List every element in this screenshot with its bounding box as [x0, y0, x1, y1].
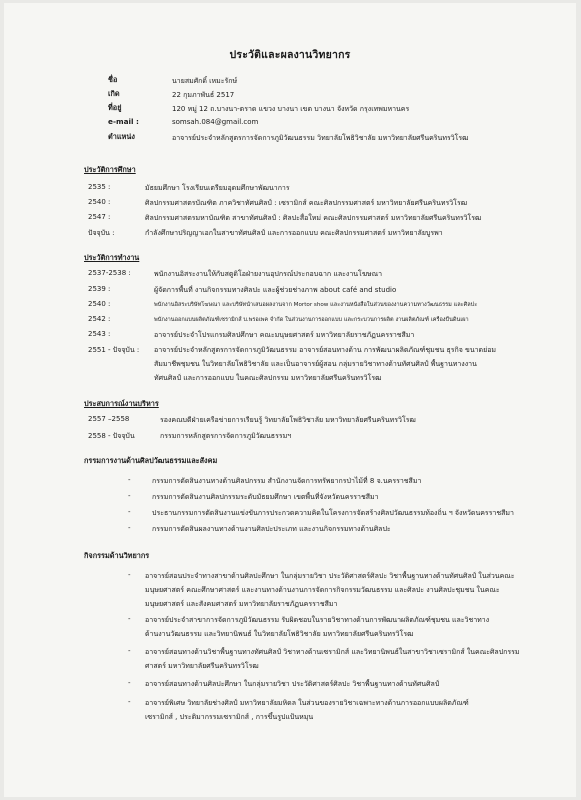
- section-heading: กิจกรรมด้านวิทยากร: [84, 551, 150, 560]
- committee-item: ประธานกรรมการตัดสินงานแข่งขันการประกวดความคิดในโครงการจัดสร้างศิลปวัฒนธรรมท้องถิ่น ฯ จังหวัดนครราชสีมา: [152, 509, 514, 517]
- profile-label: เกิด: [108, 89, 120, 98]
- education-year: 2535 :: [88, 183, 111, 191]
- profile-value: นายสมศักดิ์ เหมะรักษ์: [172, 77, 238, 85]
- committee-item: กรรมการตัดสินงานศิลปกรรมระดับมัธยมศึกษา เขตพื้นที่จังหวัดนครราชสีมา: [152, 493, 379, 501]
- bullet-dash: -: [128, 647, 131, 655]
- education-year: 2547 :: [88, 213, 111, 221]
- document-page: [4, 3, 576, 797]
- work-text: ทัศนศิลป์ และการออกแบบ ในคณะศิลปกรรม มหาวิทยาลัยศรีนครินทรวิโรฒ: [154, 374, 382, 382]
- profile-value: 22 กุมภาพันธ์ 2517: [172, 91, 235, 99]
- admin-text: กรรมการหลักสูตรการจัดการภูมิวัฒนธรรมฯ: [160, 432, 292, 440]
- work-year: 2537-2538 :: [88, 269, 131, 277]
- section-heading: ประวัติการทำงาน: [84, 253, 140, 262]
- work-year: 2540 :: [88, 300, 111, 308]
- admin-year: 2558 - ปัจจุบัน: [88, 432, 135, 440]
- speaker-text: เซรามิกส์ , ประติมากรรมเซรามิกส์ , การขึ้นรูปแป้นหมุน: [145, 713, 314, 721]
- speaker-text: อาจารย์สอนประจำทางสาขาด้านศิลปะศึกษา ในกลุ่มรายวิชา ประวัติศาสตร์ศิลปะ วิชาพื้นฐานทางด้านทัศนศิลป์ ในส่วนคณะ: [145, 572, 515, 580]
- speaker-text: อาจารย์สอนทางด้านศิลปะศึกษา ในกลุ่มรายวิชา ประวัติศาสตร์ศิลปะ วิชาพื้นฐานทางด้านทัศนศิลป์: [145, 680, 440, 688]
- speaker-text: มนุษยศาสตร์ คณะศึกษาศาสตร์ และงานทางด้านงานการจัดการกิจกรรมวัฒนธรรม และศิลปะ งานศิลปะชุมชน ในคณะ: [145, 586, 500, 594]
- speaker-text: ด้านงานวัฒนธรรม และวิทยานิพนธ์ ในวิทยาลัยโพธิวิชาลัย มหาวิทยาลัยศรีนครินทรวิโรฒ: [145, 630, 414, 638]
- profile-label: ชื่อ: [108, 75, 118, 84]
- education-text: ศิลปกรรมศาสตรมหาบัณฑิต สาขาทัศนศิลป์ : ศิลปะสื่อใหม่ คณะศิลปกรรมศาสตร์ มหาวิทยาลัยศรีนครินทรวิโรฒ: [145, 214, 482, 222]
- work-year: 2543 :: [88, 330, 111, 338]
- bullet-dash: -: [128, 571, 131, 579]
- admin-text: รองคณบดีฝ่ายเครือข่ายการเรียนรู้ วิทยาลัยโพธิวิชาลัย มหาวิทยาลัยศรีนครินทรวิโรฒ: [160, 416, 416, 424]
- work-text: พนักงานอิสระงานให้กับสตูดิโอฝ่ายงานอุปกรณ์ประกอบฉาก และงานโฆษณา: [154, 270, 383, 278]
- section-heading: ประสบการณ์งานบริหาร: [84, 399, 159, 408]
- work-year: 2542 :: [88, 315, 111, 323]
- admin-year: 2557 –2558: [88, 415, 130, 423]
- profile-value: somsah.084@gmail.com: [172, 118, 259, 126]
- education-text: ศิลปกรรมศาสตรบัณฑิต ภาควิชาทัศนศิลป์ : เซรามิกส์ คณะศิลปกรรมศาสตร์ มหาวิทยาลัยศรีนครินทรวิโรฒ: [145, 199, 468, 207]
- work-text: สัมมาชีพชุมชน ในวิทยาลัยโพธิวิชาลัย และเป็นอาจารย์ผู้สอน กลุ่มรายวิชาทางด้านทัศนศิลป์ พื้นฐานทางงาน: [154, 360, 477, 368]
- work-text: พนักงานอิสระบริษัทโฆษณา และบริษัทนำเสนอผลงานจาก Mortor show และงานหนังสือในส่วนของงานความทางวัฒนธรรม และศิลปะ: [154, 302, 478, 308]
- profile-label: e-mail :: [108, 117, 139, 126]
- bullet-dash: -: [128, 615, 131, 623]
- work-year: 2551 - ปัจจุบัน :: [88, 346, 140, 354]
- work-text: ผู้จัดการพื้นที่ งานกิจกรรมทางศิลปะ และผู้ช่วยช่างภาพ about café and studio: [154, 286, 397, 294]
- speaker-text: มนุษยศาสตร์ และสังคมศาสตร์ มหาวิทยาลัยราชภัฏนครราชสีมา: [145, 600, 338, 608]
- bullet-dash: -: [128, 508, 131, 516]
- education-text: กำลังศึกษาปริญญาเอกในสาขาทัศนศิลป์ และการออกแบบ คณะศิลปกรรมศาสตร์ มหาวิทยาลัยบูรพา: [145, 229, 443, 237]
- committee-item: กรรมการตัดสินงานทางด้านศิลปกรรม สำนักงานจัดการทรัพยากรป่าไม้ที่ 8 จ.นครราชสีมา: [152, 477, 422, 485]
- work-text: อาจารย์ประจำโปรแกรมศิลปศึกษา คณะมนุษยศาสตร์ มหาวิทยาลัยราชภัฏนครราชสีมา: [154, 331, 415, 339]
- speaker-text: อาจารย์พิเศษ วิทยาลัยช่างศิลป์ มหาวิทยาลัยมหิดล ในส่วนของรายวิชาเฉพาะทางด้านการออกแบบผลิตภัณฑ์: [145, 699, 469, 707]
- section-heading: ประวัติการศึกษา: [84, 165, 136, 174]
- bullet-dash: -: [128, 492, 131, 500]
- education-year: ปัจจุบัน :: [88, 229, 115, 237]
- profile-value: อาจารย์ประจำหลักสูตรการจัดการภูมิวัฒนธรรม วิทยาลัยโพธิวิชาลัย มหาวิทยาลัยศรีนครินทรวิโรฒ: [172, 134, 469, 142]
- speaker-text: อาจารย์ประจำสาขาการจัดการภูมิวัฒนธรรม รับผิดชอบในรายวิชาทางด้านการพัฒนาผลิตภัณฑ์ชุมชน และวิชาทาง: [145, 616, 490, 624]
- bullet-dash: -: [128, 698, 131, 706]
- bullet-dash: -: [128, 524, 131, 532]
- section-heading: กรรมการงานด้านศิลปวัฒนธรรมและสังคม: [84, 456, 218, 465]
- bullet-dash: -: [128, 679, 131, 687]
- speaker-text: ศาสตร์ มหาวิทยาลัยศรีนครินทรวิโรฒ: [145, 662, 259, 670]
- bullet-dash: -: [128, 476, 131, 484]
- work-year: 2539 :: [88, 285, 111, 293]
- document-title: ประวัติและผลงานวิทยากร: [229, 49, 351, 61]
- education-text: มัธยมศึกษา โรงเรียนเตรียมอุดมศึกษาพัฒนาการ: [145, 184, 290, 192]
- profile-label: ที่อยู่: [108, 103, 122, 112]
- speaker-text: อาจารย์สอนทางด้านวิชาพื้นฐานทางทัศนศิลป์ วิชาทางด้านเซรามิกส์ และวิทยานิพนธ์ในสาขาวิชาเซรามิกส์ ในคณะศิลปกรรม: [145, 648, 520, 656]
- profile-label: ตำแหน่ง: [108, 132, 135, 141]
- work-text: อาจารย์ประจำหลักสูตรการจัดการภูมิวัฒนธรรม อาจารย์สอนทางด้าน การพัฒนาผลิตภัณฑ์ชุมชน ธุรกิจ ขนาดย่อม: [154, 346, 497, 354]
- education-year: 2540 :: [88, 198, 111, 206]
- committee-item: กรรมการตัดสินผลงานทางด้านงานศิลปะประเภท และงานกิจกรรมทางด้านศิลปะ: [152, 525, 391, 533]
- profile-value: 120 หมู่ 12 ถ.บางนา-ตราด แขวง บางนา เขต บางนา จังหวัด กรุงเทพมหานคร: [172, 105, 410, 113]
- work-text: พนักงานออกแบบผลิตภัณฑ์เซรามิกส์ บ.พรอเพค จำกัด ในส่วนงานการออกแบบ และกระบวนการผลิต งานผลิตภัณฑ์ เครื่องปั้นดินเผา: [154, 317, 469, 323]
